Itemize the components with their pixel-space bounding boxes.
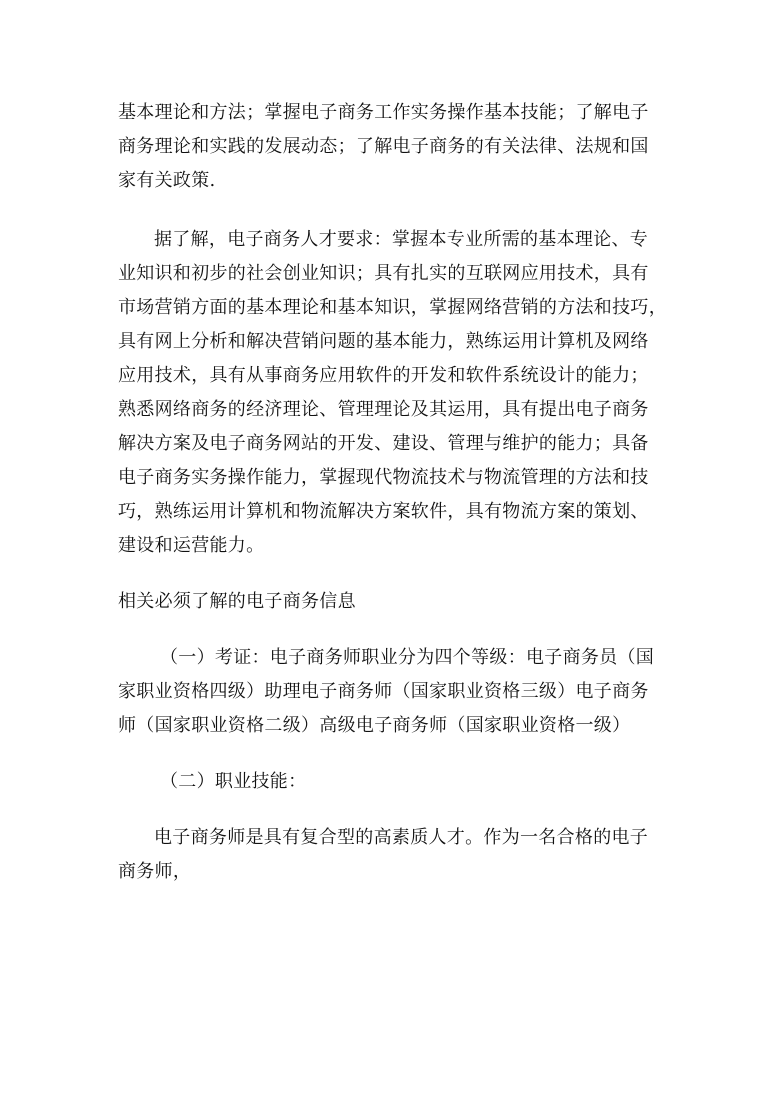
text-line: 商务理论和实践的发展动态；了解电子商务的有关法律、法规和国 — [118, 136, 649, 157]
text-line: 建设和运营能力。 — [118, 535, 265, 556]
text-line: 电子商务实务操作能力，掌握现代物流技术与物流管理的方法和技 — [118, 467, 649, 488]
text-line: 家职业资格四级）助理电子商务师（国家职业资格三级）电子商务 — [118, 681, 649, 702]
text-line: 熟悉网络商务的经济理论、管理理论及其运用，具有提出电子商务 — [118, 399, 649, 420]
heading-line: 相关必须了解的电子商务信息 — [118, 591, 356, 612]
text-line: 巧，熟练运用计算机和物流解决方案软件，具有物流方案的策划、 — [118, 501, 649, 522]
text-line: 应用技术，具有从事商务应用软件的开发和软件系统设计的能力； — [118, 365, 649, 386]
paragraph-certification — [118, 641, 658, 743]
text-line: 商务师， — [118, 861, 192, 882]
text-line: 家有关政策. — [118, 170, 216, 191]
text-line: 解决方案及电子商务网站的开发、建设、管理与维护的能力；具备 — [118, 433, 649, 454]
text-line: 市场营销方面的基本理论和基本知识，掌握网络营销的方法和技巧， — [118, 297, 667, 318]
text-line: 基本理论和方法；掌握电子商务工作实务操作基本技能；了解电子 — [118, 102, 649, 123]
text-line: （一）考证：电子商务师职业分为四个等级：电子商务员（国 — [160, 647, 655, 668]
text-line: 具有网上分析和解决营销问题的基本能力，熟练运用计算机及网络 — [118, 331, 649, 352]
document-page — [118, 96, 667, 889]
text-line: 据了解，电子商务人才要求：掌握本专业所需的基本理论、专 — [154, 229, 649, 250]
paragraph-skills — [118, 821, 658, 889]
text-line: 业知识和初步的社会创业知识；具有扎实的互联网应用技术，具有 — [118, 263, 649, 284]
paragraph-skills-heading — [118, 765, 658, 799]
text-line: 师（国家职业资格二级）高级电子商务师（国家职业资格一级） — [118, 715, 631, 736]
paragraph-1 — [118, 96, 658, 198]
section-heading — [118, 585, 658, 619]
text-line: （二）职业技能： — [160, 771, 307, 792]
paragraph-2 — [118, 223, 667, 563]
text-line: 电子商务师是具有复合型的高素质人才。作为一名合格的电子 — [154, 827, 649, 848]
